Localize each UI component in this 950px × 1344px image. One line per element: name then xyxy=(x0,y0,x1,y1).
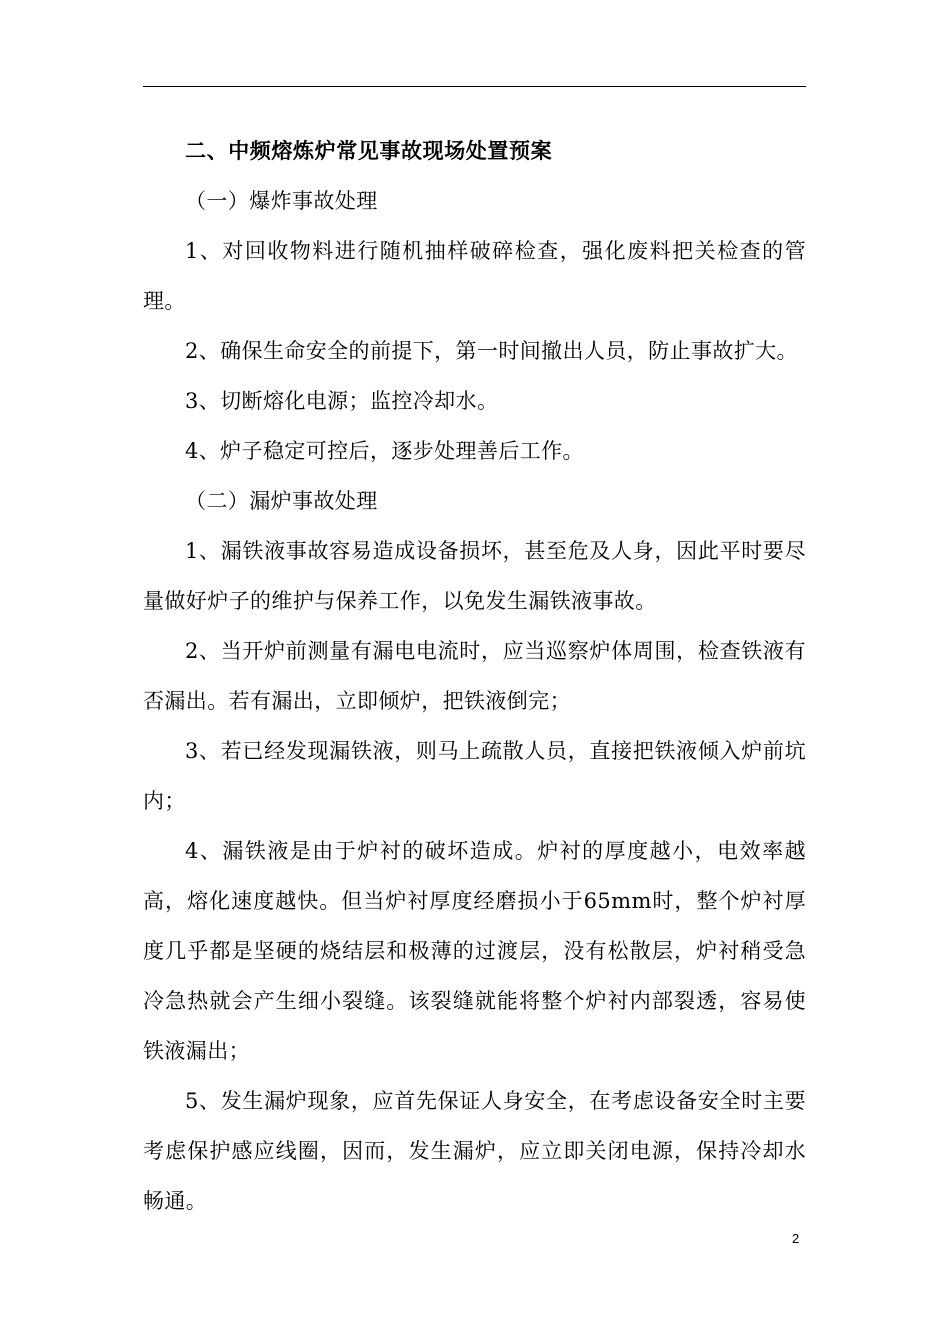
leak-item-2: 2、当开炉前测量有漏电电流时，应当巡察炉体周围，检查铁液有否漏出。若有漏出，立即倾炉，把铁液倒完； xyxy=(143,639,806,713)
section-title: 二、中频熔炼炉常见事故现场处置预案 xyxy=(185,138,553,163)
subsection-title-leak: （二）漏炉事故处理 xyxy=(185,489,378,513)
explosion-item-4: 4、炉子稳定可控后，逐步处理善后工作。 xyxy=(185,439,584,463)
explosion-item-1: 1、对回收物料进行随机抽样破碎检查，强化废料把关检查的管理。 xyxy=(143,239,806,313)
leak-item-3: 3、若已经发现漏铁液，则马上疏散人员，直接把铁液倾入炉前坑内； xyxy=(143,739,806,813)
header-rule xyxy=(143,86,806,87)
leak-item-4: 4、漏铁液是由于炉衬的破坏造成。炉衬的厚度越小，电效率越高，熔化速度越快。但当炉衬厚度经磨损小于65mm时，整个炉衬厚度几乎都是坚硬的烧结层和极薄的过渡层，没有松散层，炉衬稍受急冷急热就会产生细小裂缝。该裂缝就能将整个炉衬内部裂透，容易使铁液漏出； xyxy=(143,839,806,1063)
document-body xyxy=(143,126,806,1226)
subsection-title-explosion: （一）爆炸事故处理 xyxy=(185,189,378,213)
explosion-item-2: 2、确保生命安全的前提下，第一时间撤出人员，防止事故扩大。 xyxy=(185,339,798,363)
leak-item-1: 1、漏铁液事故容易造成设备损坏，甚至危及人身，因此平时要尽量做好炉子的维护与保养工作，以免发生漏铁液事故。 xyxy=(143,539,806,613)
page-number: 2 xyxy=(792,1231,800,1246)
explosion-item-3: 3、切断熔化电源；监控冷却水。 xyxy=(185,389,499,413)
leak-item-5: 5、发生漏炉现象，应首先保证人身安全，在考虑设备安全时主要考虑保护感应线圈，因而，发生漏炉，应立即关闭电源，保持冷却水畅通。 xyxy=(143,1089,806,1213)
